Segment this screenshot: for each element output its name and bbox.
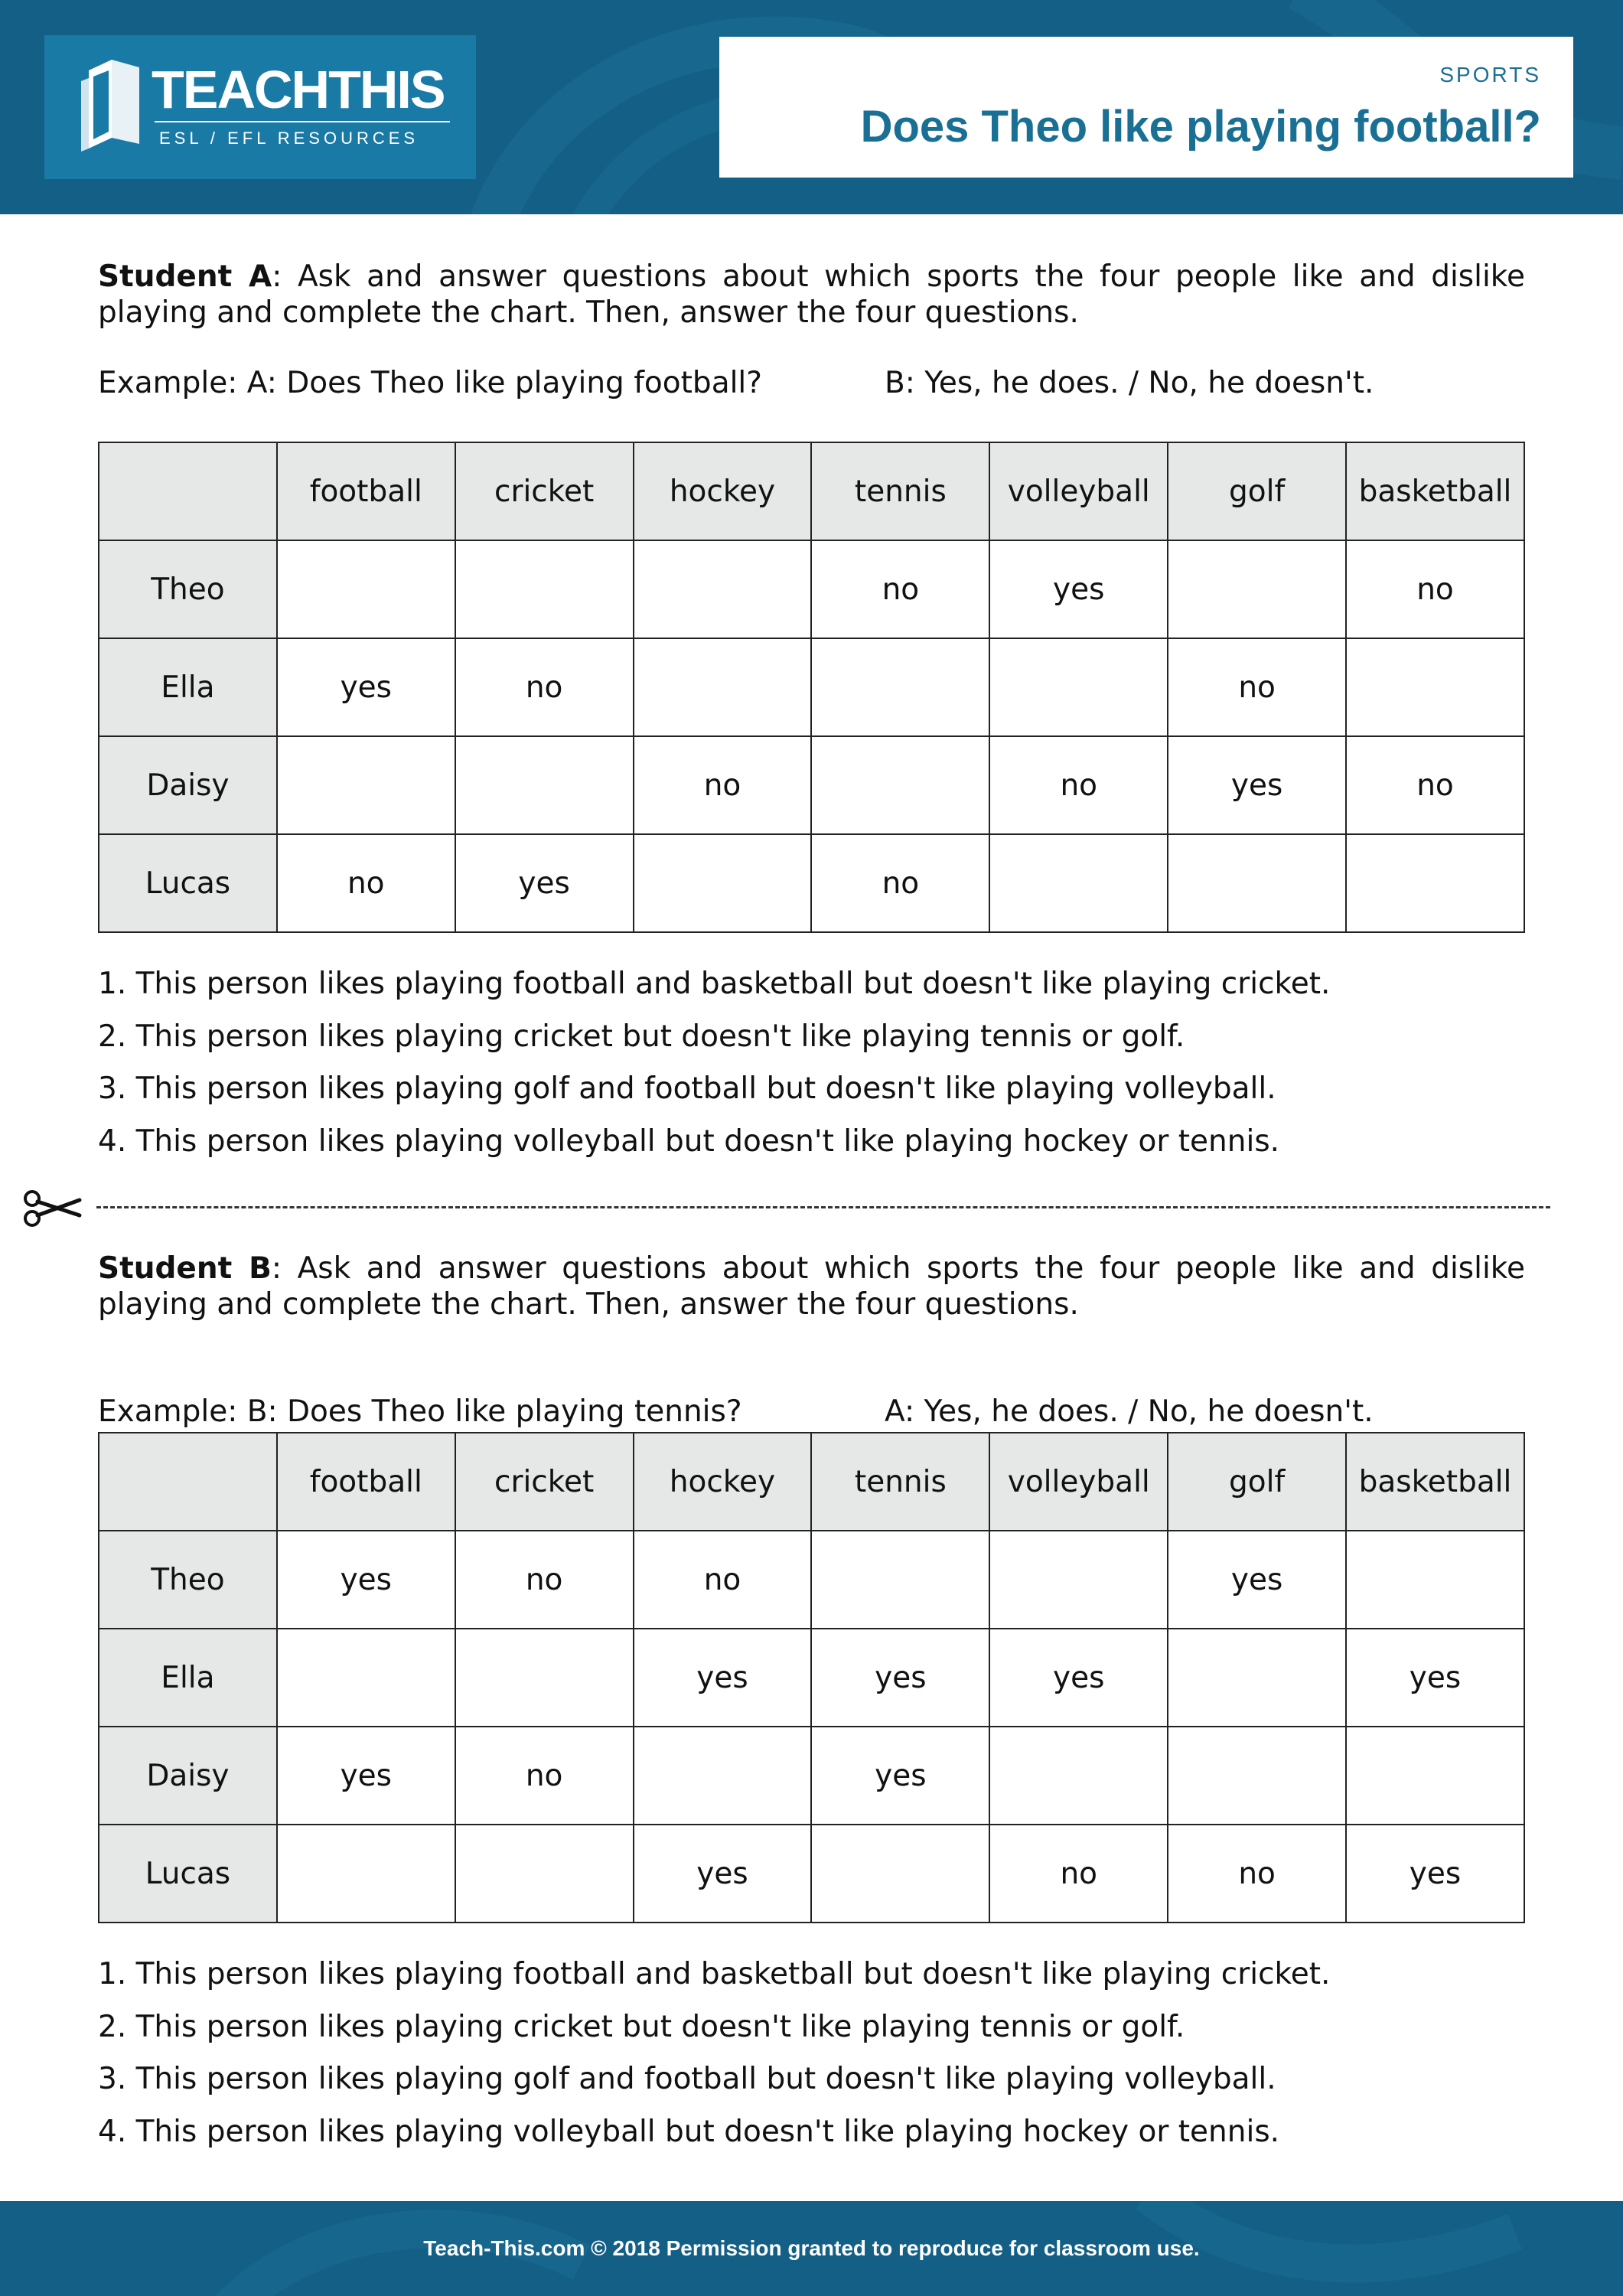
table-corner-cell xyxy=(99,1433,277,1531)
answer-cell: no xyxy=(455,638,634,736)
blank-answer-cell[interactable] xyxy=(811,1825,989,1923)
person-name-cell: Theo xyxy=(99,540,277,638)
sport-header-basketball: basketball xyxy=(1346,1433,1524,1531)
table-row xyxy=(99,834,1524,932)
sport-header-cricket: cricket xyxy=(455,442,634,540)
cut-line xyxy=(21,1185,1537,1231)
copyright-notice: Teach-This.com © 2018 Permission granted to reproduce for classroom use. xyxy=(423,2236,1200,2260)
table-header-row xyxy=(99,442,1524,540)
blank-answer-cell[interactable] xyxy=(1168,1629,1346,1727)
question-item: 3. This person likes playing golf and football but doesn't like playing volleyball. xyxy=(98,2062,1276,2096)
question-item: 3. This person likes playing golf and football but doesn't like playing volleyball. xyxy=(98,1071,1276,1106)
blank-answer-cell[interactable] xyxy=(455,1825,634,1923)
blank-answer-cell[interactable] xyxy=(1346,834,1524,932)
blank-answer-cell[interactable] xyxy=(1168,1727,1346,1825)
answer-cell: yes xyxy=(455,834,634,932)
blank-answer-cell[interactable] xyxy=(277,540,455,638)
sport-header-volleyball: volleyball xyxy=(989,442,1168,540)
answer-cell: no xyxy=(455,1727,634,1825)
blank-answer-cell[interactable] xyxy=(455,1629,634,1727)
answer-cell: yes xyxy=(277,638,455,736)
student-a-label: Student A xyxy=(98,259,272,294)
person-name-cell: Daisy xyxy=(99,736,277,834)
blank-answer-cell[interactable] xyxy=(277,1629,455,1727)
blank-answer-cell[interactable] xyxy=(1168,540,1346,638)
table-header-row xyxy=(99,1433,1524,1531)
answer-cell: yes xyxy=(1168,736,1346,834)
sport-header-tennis: tennis xyxy=(811,442,989,540)
student-b-example-answer: A: Yes, he does. / No, he doesn't. xyxy=(885,1394,1374,1429)
table-row xyxy=(99,1629,1524,1727)
person-name-cell: Daisy xyxy=(99,1727,277,1825)
answer-cell: no xyxy=(1168,638,1346,736)
blank-answer-cell[interactable] xyxy=(277,736,455,834)
blank-answer-cell[interactable] xyxy=(811,1531,989,1629)
blank-answer-cell[interactable] xyxy=(989,1531,1168,1629)
answer-cell: yes xyxy=(634,1629,812,1727)
question-item: 2. This person likes playing cricket but doesn't like playing tennis or golf. xyxy=(98,1019,1185,1054)
answer-cell: no xyxy=(811,834,989,932)
question-item: 4. This person likes playing volleyball but doesn't like playing hockey or tennis. xyxy=(98,1124,1280,1159)
sport-header-hockey: hockey xyxy=(634,442,812,540)
student-a-questions xyxy=(98,958,1330,1168)
answer-cell: yes xyxy=(1168,1531,1346,1629)
blank-answer-cell[interactable] xyxy=(277,1825,455,1923)
question-item: 2. This person likes playing cricket but doesn't like playing tennis or golf. xyxy=(98,2009,1185,2044)
blank-answer-cell[interactable] xyxy=(634,834,812,932)
page-title: Does Theo like playing football? xyxy=(860,102,1541,152)
person-name-cell: Lucas xyxy=(99,1825,277,1923)
answer-cell: no xyxy=(634,736,812,834)
blank-answer-cell[interactable] xyxy=(1346,638,1524,736)
sport-header-football: football xyxy=(277,442,455,540)
blank-answer-cell[interactable] xyxy=(1168,834,1346,932)
sport-header-basketball: basketball xyxy=(1346,442,1524,540)
table-corner-cell xyxy=(99,442,277,540)
cut-dashed-line xyxy=(96,1206,1550,1208)
blank-answer-cell[interactable] xyxy=(989,638,1168,736)
blank-answer-cell[interactable] xyxy=(455,540,634,638)
table-row xyxy=(99,736,1524,834)
question-item: 1. This person likes playing football and basketball but doesn't like playing cricket. xyxy=(98,967,1331,1001)
student-a-instructions xyxy=(98,259,1525,331)
student-b-instruction-text xyxy=(98,1251,1525,1322)
sport-header-cricket: cricket xyxy=(455,1433,634,1531)
student-b-questions xyxy=(98,1949,1330,2158)
sport-header-hockey: hockey xyxy=(634,1433,812,1531)
logo-divider xyxy=(155,121,450,122)
answer-cell: yes xyxy=(811,1727,989,1825)
blank-answer-cell[interactable] xyxy=(455,736,634,834)
answer-cell: no xyxy=(277,834,455,932)
student-b-chart xyxy=(98,1432,1525,1924)
student-b-table xyxy=(98,1432,1525,1923)
person-name-cell: Lucas xyxy=(99,834,277,932)
answer-cell: yes xyxy=(1346,1825,1524,1923)
student-a-example xyxy=(98,366,1525,404)
answer-cell: yes xyxy=(811,1629,989,1727)
book-logo-icon xyxy=(75,55,145,155)
student-a-example-question: Example: A: Does Theo like playing football? xyxy=(98,366,762,400)
blank-answer-cell[interactable] xyxy=(989,834,1168,932)
student-b-label: Student B xyxy=(98,1251,272,1286)
sport-header-golf: golf xyxy=(1168,442,1346,540)
person-name-cell: Ella xyxy=(99,1629,277,1727)
question-item: 1. This person likes playing football and basketball but doesn't like playing cricket. xyxy=(98,1957,1331,1991)
student-a-instruction-text xyxy=(98,259,1525,331)
blank-answer-cell[interactable] xyxy=(634,638,812,736)
student-b-instruction-body: : Ask and answer questions about which sports the four people like and dislike playing and complete the chart. Then, answer the four questions. xyxy=(98,1251,1525,1322)
student-a-instruction-body: : Ask and answer questions about which sports the four people like and dislike playing and complete the chart. Then, answer the four questions. xyxy=(98,259,1525,330)
blank-answer-cell[interactable] xyxy=(811,736,989,834)
answer-cell: yes xyxy=(277,1727,455,1825)
answer-cell: yes xyxy=(1346,1629,1524,1727)
blank-answer-cell[interactable] xyxy=(811,638,989,736)
answer-cell: yes xyxy=(989,1629,1168,1727)
logo-wordmark: TEACHTHIS xyxy=(152,60,445,119)
category-label: SPORTS xyxy=(1439,63,1541,86)
title-panel xyxy=(719,37,1573,178)
question-item: 4. This person likes playing volleyball but doesn't like playing hockey or tennis. xyxy=(98,2114,1280,2149)
student-a-table xyxy=(98,442,1525,933)
scissors-icon xyxy=(21,1185,83,1231)
answer-cell: no xyxy=(1168,1825,1346,1923)
table-row xyxy=(99,1825,1524,1923)
blank-answer-cell[interactable] xyxy=(1346,1531,1524,1629)
answer-cell: no xyxy=(634,1531,812,1629)
answer-cell: yes xyxy=(989,540,1168,638)
table-row xyxy=(99,540,1524,638)
student-b-example xyxy=(98,1394,1525,1433)
blank-answer-cell[interactable] xyxy=(634,540,812,638)
student-b-questions-section xyxy=(98,1949,1525,2163)
table-row xyxy=(99,638,1524,736)
blank-answer-cell[interactable] xyxy=(989,1727,1168,1825)
student-b-example-question: Example: B: Does Theo like playing tennis? xyxy=(98,1394,742,1429)
student-a-example-answer: B: Yes, he does. / No, he doesn't. xyxy=(885,366,1374,400)
student-b-instructions xyxy=(98,1251,1525,1322)
blank-answer-cell[interactable] xyxy=(1346,1727,1524,1825)
page-header xyxy=(0,0,1623,214)
sport-header-golf: golf xyxy=(1168,1433,1346,1531)
answer-cell: no xyxy=(989,736,1168,834)
sport-header-football: football xyxy=(277,1433,455,1531)
table-row xyxy=(99,1531,1524,1629)
teachthis-logo xyxy=(44,35,476,179)
blank-answer-cell[interactable] xyxy=(634,1727,812,1825)
sport-header-tennis: tennis xyxy=(811,1433,989,1531)
answer-cell: no xyxy=(1346,736,1524,834)
person-name-cell: Ella xyxy=(99,638,277,736)
table-row xyxy=(99,1727,1524,1825)
answer-cell: no xyxy=(1346,540,1524,638)
sport-header-volleyball: volleyball xyxy=(989,1433,1168,1531)
logo-subtitle: ESL / EFL RESOURCES xyxy=(159,129,419,148)
page-footer xyxy=(0,2201,1623,2296)
student-a-chart xyxy=(98,442,1525,934)
answer-cell: no xyxy=(811,540,989,638)
answer-cell: yes xyxy=(277,1531,455,1629)
student-a-questions-section xyxy=(98,958,1525,1172)
answer-cell: yes xyxy=(634,1825,812,1923)
person-name-cell: Theo xyxy=(99,1531,277,1629)
answer-cell: no xyxy=(989,1825,1168,1923)
answer-cell: no xyxy=(455,1531,634,1629)
